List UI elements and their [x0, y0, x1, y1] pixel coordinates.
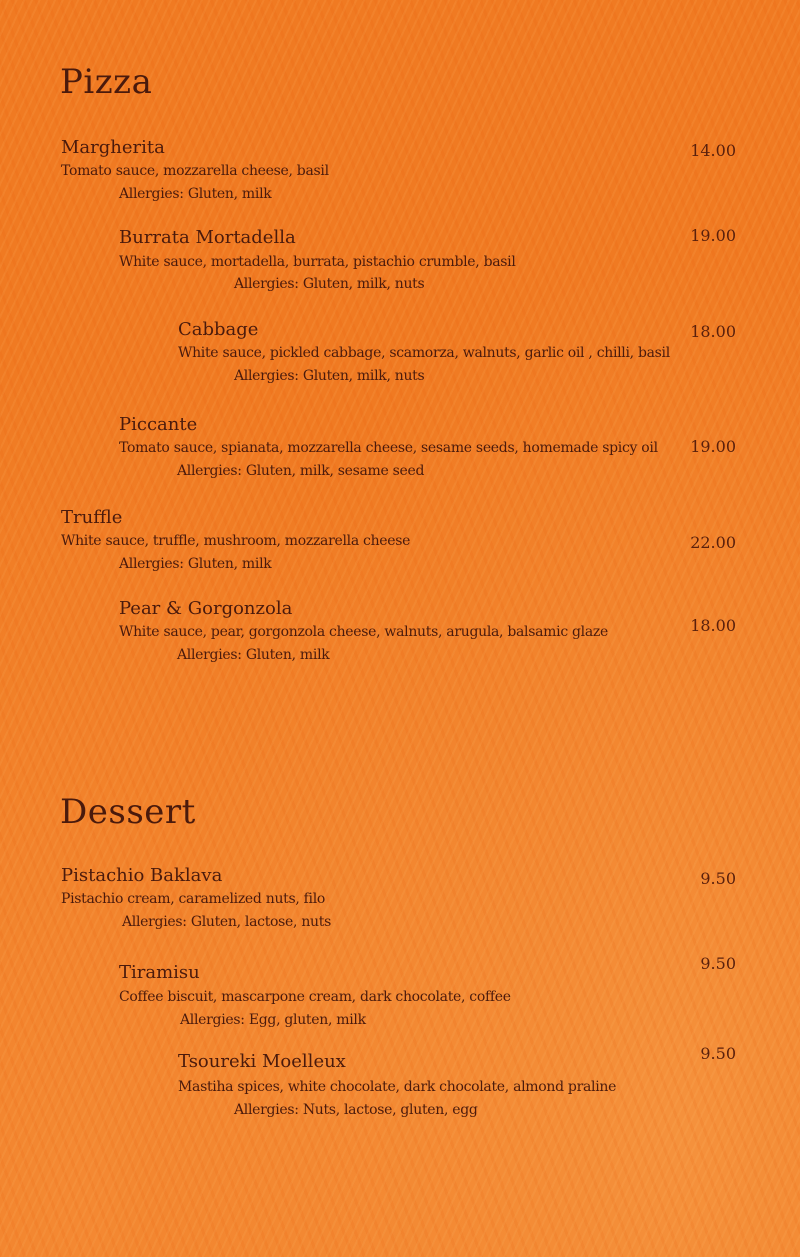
menu-item-name: Tsoureki Moelleux [178, 1051, 346, 1072]
menu-item-description: Mastiha spices, white chocolate, dark chocolate, almond praline [178, 1079, 617, 1095]
menu-item-price: 9.50 [700, 869, 736, 888]
menu-item-description: White sauce, pickled cabbage, scamorza, walnuts, garlic oil , chilli, basil [178, 345, 670, 361]
section-title: Pizza [60, 62, 153, 102]
section-title: Dessert [60, 792, 196, 832]
menu-item-name: Piccante [119, 414, 198, 435]
menu-item-allergies: Allergies: Nuts, lactose, gluten, egg [234, 1102, 478, 1118]
menu-item-allergies: Allergies: Gluten, milk [119, 556, 272, 572]
menu-item-price: 22.00 [690, 533, 736, 552]
menu-item-name: Tiramisu [119, 962, 200, 983]
menu-item-description: White sauce, truffle, mushroom, mozzarella cheese [61, 533, 411, 549]
menu-item-description: White sauce, mortadella, burrata, pistachio crumble, basil [119, 254, 516, 270]
menu-item-allergies: Allergies: Gluten, milk [119, 186, 272, 202]
menu-item-allergies: Allergies: Gluten, milk [177, 647, 330, 663]
menu-item-allergies: Allergies: Gluten, milk, sesame seed [177, 463, 425, 479]
menu-item-description: Pistachio cream, caramelized nuts, filo [61, 891, 326, 907]
menu-item-name: Margherita [61, 137, 165, 158]
menu-item-price: 18.00 [690, 616, 736, 635]
menu-item-price: 9.50 [700, 1044, 736, 1063]
menu-item-allergies: Allergies: Gluten, lactose, nuts [122, 914, 331, 930]
menu-item-allergies: Allergies: Egg, gluten, milk [180, 1012, 366, 1028]
menu-item-name: Pear & Gorgonzola [119, 598, 293, 619]
menu-item-name: Burrata Mortadella [119, 227, 296, 248]
menu-item-description: Tomato sauce, mozzarella cheese, basil [61, 163, 329, 179]
menu-item-price: 9.50 [700, 954, 736, 973]
menu-item-allergies: Allergies: Gluten, milk, nuts [234, 368, 425, 384]
menu-item-price: 19.00 [690, 226, 736, 245]
menu-item-name: Pistachio Baklava [61, 865, 223, 886]
menu-item-name: Cabbage [178, 319, 259, 340]
menu-item-description: Tomato sauce, spianata, mozzarella cheese, sesame seeds, homemade spicy oil [119, 440, 658, 456]
menu-item-description: White sauce, pear, gorgonzola cheese, walnuts, arugula, balsamic glaze [119, 624, 608, 640]
menu-item-allergies: Allergies: Gluten, milk, nuts [234, 276, 425, 292]
menu-item-description: Coffee biscuit, mascarpone cream, dark chocolate, coffee [119, 989, 511, 1005]
menu-item-price: 14.00 [690, 141, 736, 160]
menu-item-price: 18.00 [690, 322, 736, 341]
menu-item-price: 19.00 [690, 437, 736, 456]
menu-item-name: Truffle [61, 507, 123, 528]
